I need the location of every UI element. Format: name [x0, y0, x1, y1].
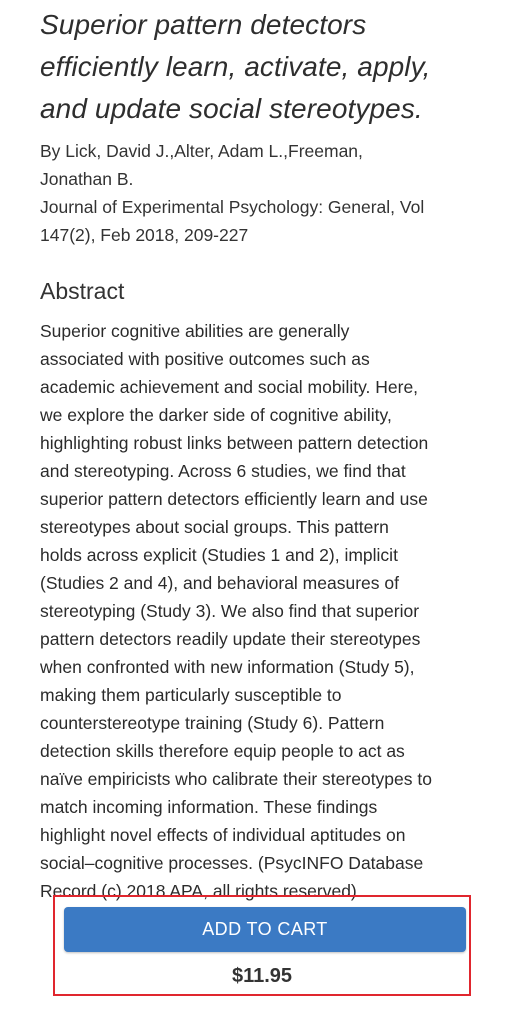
abstract-heading: Abstract: [40, 278, 125, 304]
article-meta: [40, 137, 490, 249]
abstract-line: holds across explicit (Studies 1 and 2), implicit: [40, 545, 398, 565]
abstract-line: making them particularly susceptible to: [40, 685, 342, 705]
article-title: [40, 4, 490, 130]
abstract-line: superior pattern detectors efficiently learn and use: [40, 489, 428, 509]
abstract-line: highlighting robust links between pattern detection: [40, 433, 429, 453]
abstract-line: associated with positive outcomes such as: [40, 349, 370, 369]
authors-line: By Lick, David J.,Alter, Adam L.,Freeman,: [40, 141, 363, 161]
abstract-line: we explore the darker side of cognitive ability,: [40, 405, 392, 425]
article-authors: [40, 137, 490, 193]
journal-line: Journal of Experimental Psychology: General, Vol: [40, 197, 425, 217]
article: [40, 4, 490, 905]
abstract-line: counterstereotype training (Study 6). Pattern: [40, 713, 385, 733]
abstract-line: highlight novel effects of individual aptitudes on: [40, 825, 406, 845]
abstract-line: academic achievement and social mobility. Here,: [40, 377, 419, 397]
abstract-line: detection skills therefore equip people to act as: [40, 741, 405, 761]
abstract-line: Superior cognitive abilities are generally: [40, 321, 350, 341]
abstract-line: pattern detectors readily update their stereotypes: [40, 629, 421, 649]
title-line: efficiently learn, activate, apply,: [40, 51, 431, 82]
title-line: and update social stereotypes.: [40, 93, 423, 124]
abstract-line: Record (c) 2018 APA, all rights reserved): [40, 881, 357, 901]
abstract-line: and stereotyping. Across 6 studies, we find that: [40, 461, 406, 481]
abstract-line: social–cognitive processes. (PsycINFO Database: [40, 853, 424, 873]
abstract-line: stereotypes about social groups. This pattern: [40, 517, 389, 537]
journal-line: 147(2), Feb 2018, 209-227: [40, 225, 249, 245]
abstract-line: when confronted with new information (Study 5),: [40, 657, 415, 677]
abstract-line: (Studies 2 and 4), and behavioral measures of: [40, 573, 399, 593]
price-label: $11.95: [231, 965, 293, 987]
abstract-line: naïve empiricists who calibrate their stereotypes to: [40, 769, 432, 789]
abstract-line: stereotyping (Study 3). We also find that superior: [40, 601, 420, 621]
title-line: Superior pattern detectors: [40, 9, 367, 40]
purchase-highlight-box: [53, 895, 471, 996]
add-to-cart-button[interactable]: ADD TO CART: [64, 907, 466, 952]
abstract-line: match incoming information. These findings: [40, 797, 378, 817]
abstract-text: [40, 317, 485, 905]
journal-citation: [40, 193, 490, 249]
authors-line: Jonathan B.: [40, 169, 134, 189]
